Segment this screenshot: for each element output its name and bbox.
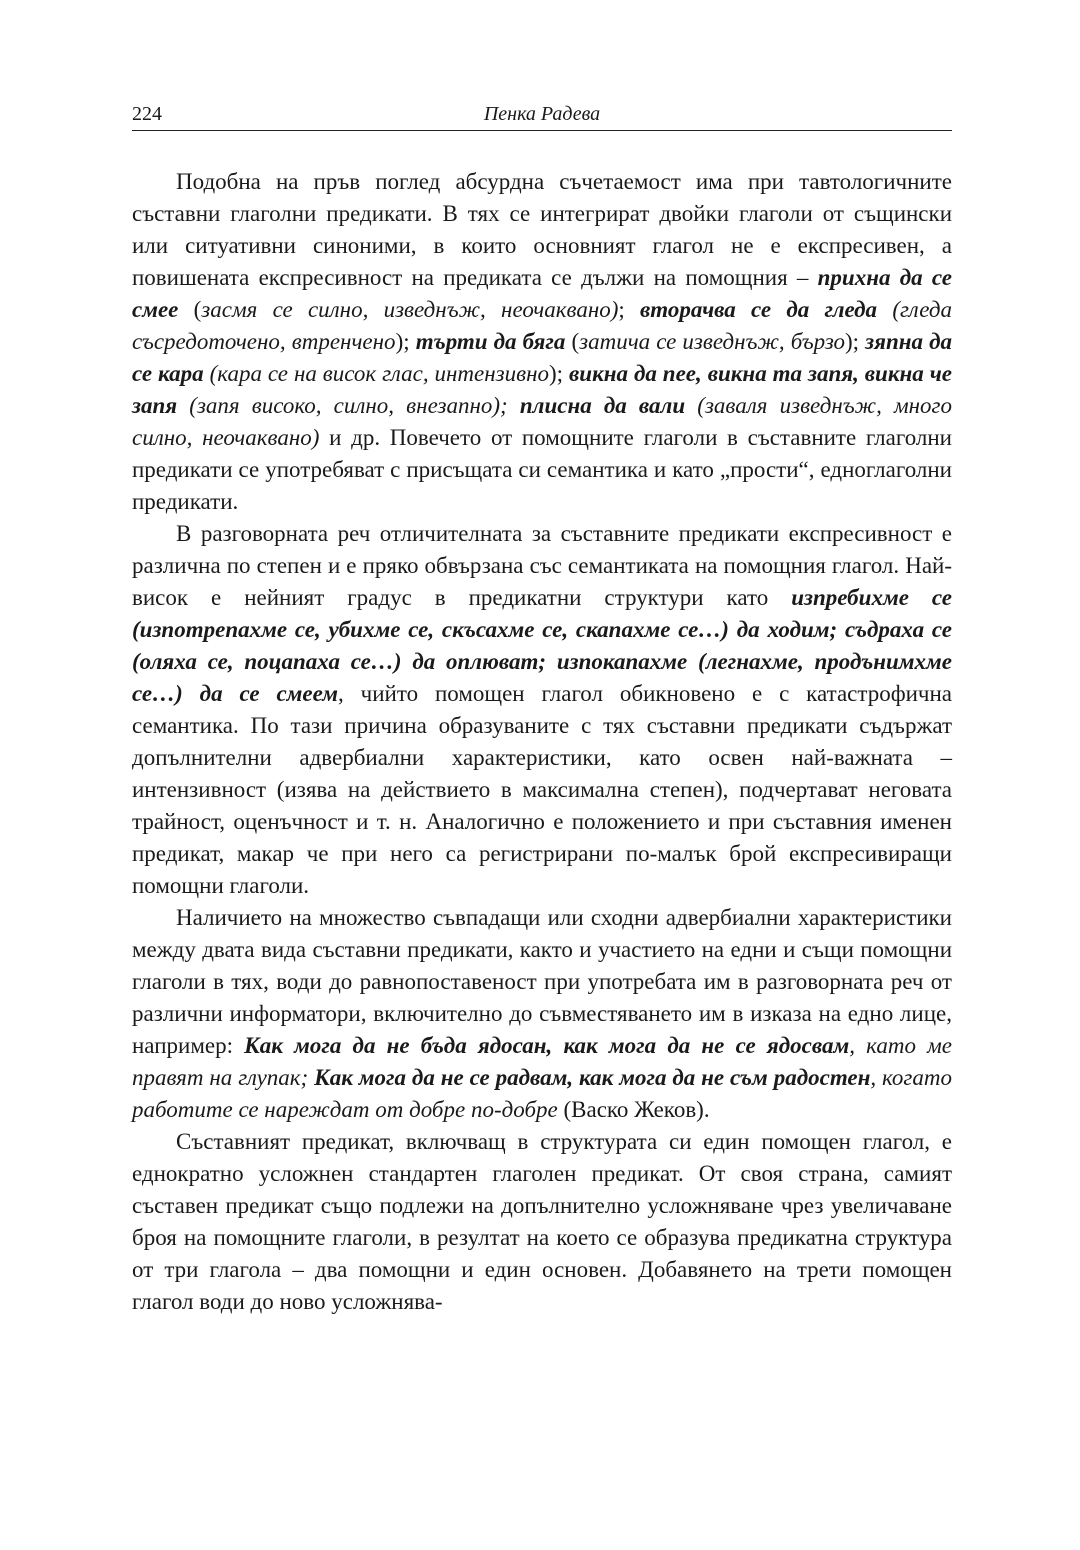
gloss-text: , когато работите се нареждат от добре по-добре <box>132 1065 953 1122</box>
text-run: Съставният предикат, включващ в структурата си един помощен глагол, е еднократно усложнен стандартен глаголен предикат. От своя страна, самият съставен предикат също подлежи на допълнително усложняване чрез увеличаване броя на помощните глаголи, в резултат на което се образува предикатна структура от три глагола – два помощни и един основен. Добавянето на трети помощен глагол води до ново усложнява- <box>132 1129 952 1314</box>
text-run: В разговорната реч отличителната за съставните предикати експресивност е различна по степен и е пряко обвързана със семантиката на помощния глагол. Най-висок е нейният градус в предикатни структури като <box>132 521 952 610</box>
example-phrase: Как мога да не се радвам, как мога да не съм радостен <box>314 1065 871 1090</box>
paragraph-2 <box>132 518 952 902</box>
text-run <box>685 393 697 418</box>
example-phrase: прихна да се смее <box>132 265 952 322</box>
text-run: ); <box>845 329 866 354</box>
gloss-text: , като ме правят на глупак; <box>132 1033 953 1090</box>
example-phrase: търти да бяга <box>415 329 566 354</box>
text-run: ); <box>395 329 416 354</box>
body-text <box>132 166 952 1318</box>
gloss-text: затича се изведнъж, бързо <box>579 329 845 354</box>
text-run: ( <box>178 297 202 322</box>
page-number: 224 <box>132 103 162 125</box>
text-run: и др. Повечето от помощните глаголи в съставните глаголни предикати се употребяват с присъщата си семантика и като „прости“, едноглаголни предикати. <box>132 425 952 514</box>
example-phrase: вторачва се да гледа <box>640 297 878 322</box>
text-run: Наличието на множество съвпадащи или сходни адвербиални характеристики между двата вида съставни предикати, както и участието на едни и същи помощни глаголи в тях, води до равнопоставеност при употребата им в разговорната реч от различни информатори, включително до съвместяването им в изказа на едно лице, например: <box>132 905 952 1058</box>
example-phrase: викна да пее, викна та запя, викна че запя <box>132 361 952 418</box>
paragraph-3 <box>132 902 952 1126</box>
text-run <box>877 297 892 322</box>
example-phrase: плисна да вали <box>519 393 686 418</box>
text-run: (Васко Жеков). <box>557 1097 710 1122</box>
gloss-text: (запя високо, силно, внезапно); <box>189 393 508 418</box>
paragraph-1 <box>132 166 952 518</box>
example-phrase: зяпна да се кара <box>132 329 952 386</box>
text-run: ; <box>618 297 641 322</box>
text-run <box>508 393 520 418</box>
running-title: Пенка Радева <box>483 103 601 125</box>
gloss-text: (кара се на висок глас, интензивно <box>209 361 550 386</box>
paragraph-4 <box>132 1126 952 1318</box>
text-run <box>177 393 189 418</box>
page-header <box>132 100 952 131</box>
text-run: ( <box>565 329 580 354</box>
gloss-text: засмя се силно, изведнъж, неочаквано) <box>201 297 619 322</box>
text-run: , чийто помощен глагол обикновено е с катастрофична семантика. По тази причина образуваните с тях съставни предикати съдържат допълнителни адвербиални характеристики, като освен най-важната – интензивност (изява на действието в максимална степен), подчертават неговата трайност, оценъчност и т. н. Аналогично е положението и при съставния именен предикат, макар че при него са регистрирани по-малък брой експресивиращи помощни глаголи. <box>132 681 952 898</box>
text-run: ); <box>549 361 570 386</box>
example-phrase: Как мога да не бъда ядосан, как мога да не се ядосвам <box>244 1033 850 1058</box>
text-run: Подобна на пръв поглед абсурдна съчетаемост има при тавтологичните съставни глаголни предикати. В тях се интегрират двойки глаголи от същински или ситуативни синоними, в които основният глагол не е експресивен, а повишената експресивност на предиката се дължи на помощния – <box>132 169 952 290</box>
example-phrase: изпребихме се (изпотрепахме се, убихме се, скъсахме се, скапахме се…) да ходим; съдраха се (оляха се, поцапаха се…) да оплюват; изпокапахме (легнахме, продънимхме се…) да се смеем <box>132 585 953 706</box>
gloss-text: (гледа съсредоточено, втренчено <box>132 297 953 354</box>
gloss-text: (заваля изведнъж, много силно, неочаквано) <box>132 393 953 450</box>
